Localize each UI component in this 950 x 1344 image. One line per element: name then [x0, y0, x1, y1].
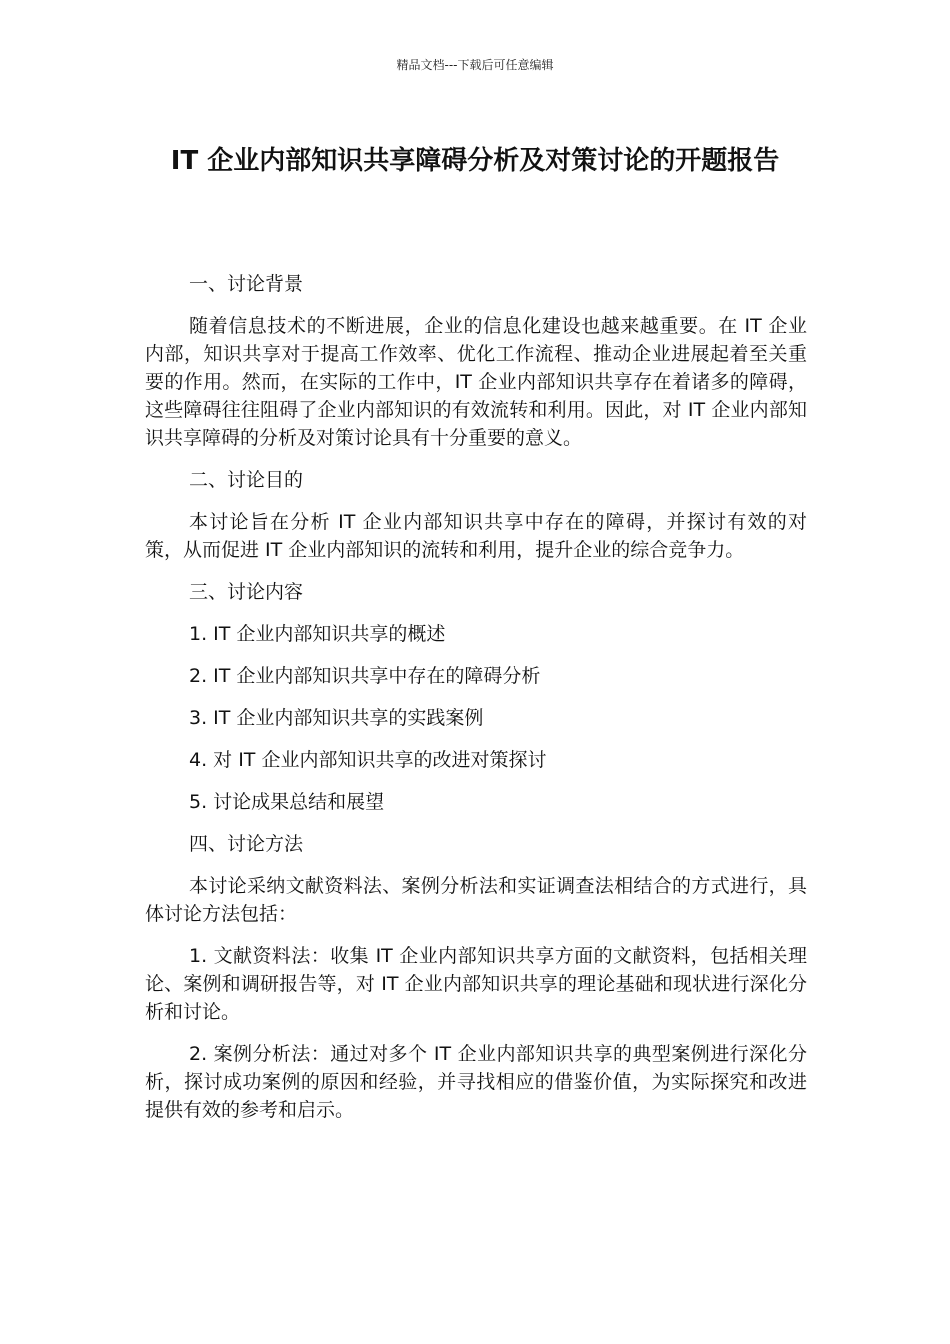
- content-list-item: 3. IT 企业内部知识共享的实践案例: [189, 707, 484, 729]
- section-heading-background: 一、讨论背景: [189, 273, 304, 295]
- section-heading-purpose: 二、讨论目的: [189, 469, 304, 491]
- content-list-item: 4. 对 IT 企业内部知识共享的改进对策探讨: [189, 749, 547, 771]
- document-title: IT 企业内部知识共享障碍分析及对策讨论的开题报告: [170, 146, 780, 176]
- paragraph-background: 随着信息技术的不断进展，企业的信息化建设也越来越重要。在 IT 企业内部，知识共享对于提高工作效率、优化工作流程、推动企业进展起着至关重要的作用。然而，在实际的工作中，IT 企业内部知识共享存在着诸多的障碍，这些障碍往往阻碍了企业内部知识的有效流转和利用。因此，对 IT 企业内部知识共享障碍的分析及对策讨论具有十分重要的意义。: [145, 315, 807, 449]
- content-list-item: 1. IT 企业内部知识共享的概述: [189, 623, 446, 645]
- section-heading-content: 三、讨论内容: [189, 581, 304, 603]
- section-heading-method: 四、讨论方法: [189, 833, 304, 855]
- paragraph-method-intro: 本讨论采纳文献资料法、案例分析法和实证调查法相结合的方式进行，具体讨论方法包括：: [145, 875, 807, 925]
- document-body: [145, 270, 807, 1138]
- paragraph-method-case-analysis: 2. 案例分析法：通过对多个 IT 企业内部知识共享的典型案例进行深化分析，探讨成功案例的原因和经验，并寻找相应的借鉴价值，为实际探究和改进提供有效的参考和启示。: [145, 1043, 807, 1121]
- paragraph-purpose: 本讨论旨在分析 IT 企业内部知识共享中存在的障碍，并探讨有效的对策，从而促进 IT 企业内部知识的流转和利用，提升企业的综合竞争力。: [145, 511, 807, 561]
- content-list-item: 2. IT 企业内部知识共享中存在的障碍分析: [189, 665, 541, 687]
- content-list-item: 5. 讨论成果总结和展望: [189, 791, 385, 813]
- document-header-note: 精品文档---下载后可任意编辑: [396, 58, 554, 72]
- paragraph-method-literature: 1. 文献资料法：收集 IT 企业内部知识共享方面的文献资料，包括相关理论、案例和调研报告等，对 IT 企业内部知识共享的理论基础和现状进行深化分析和讨论。: [145, 945, 807, 1023]
